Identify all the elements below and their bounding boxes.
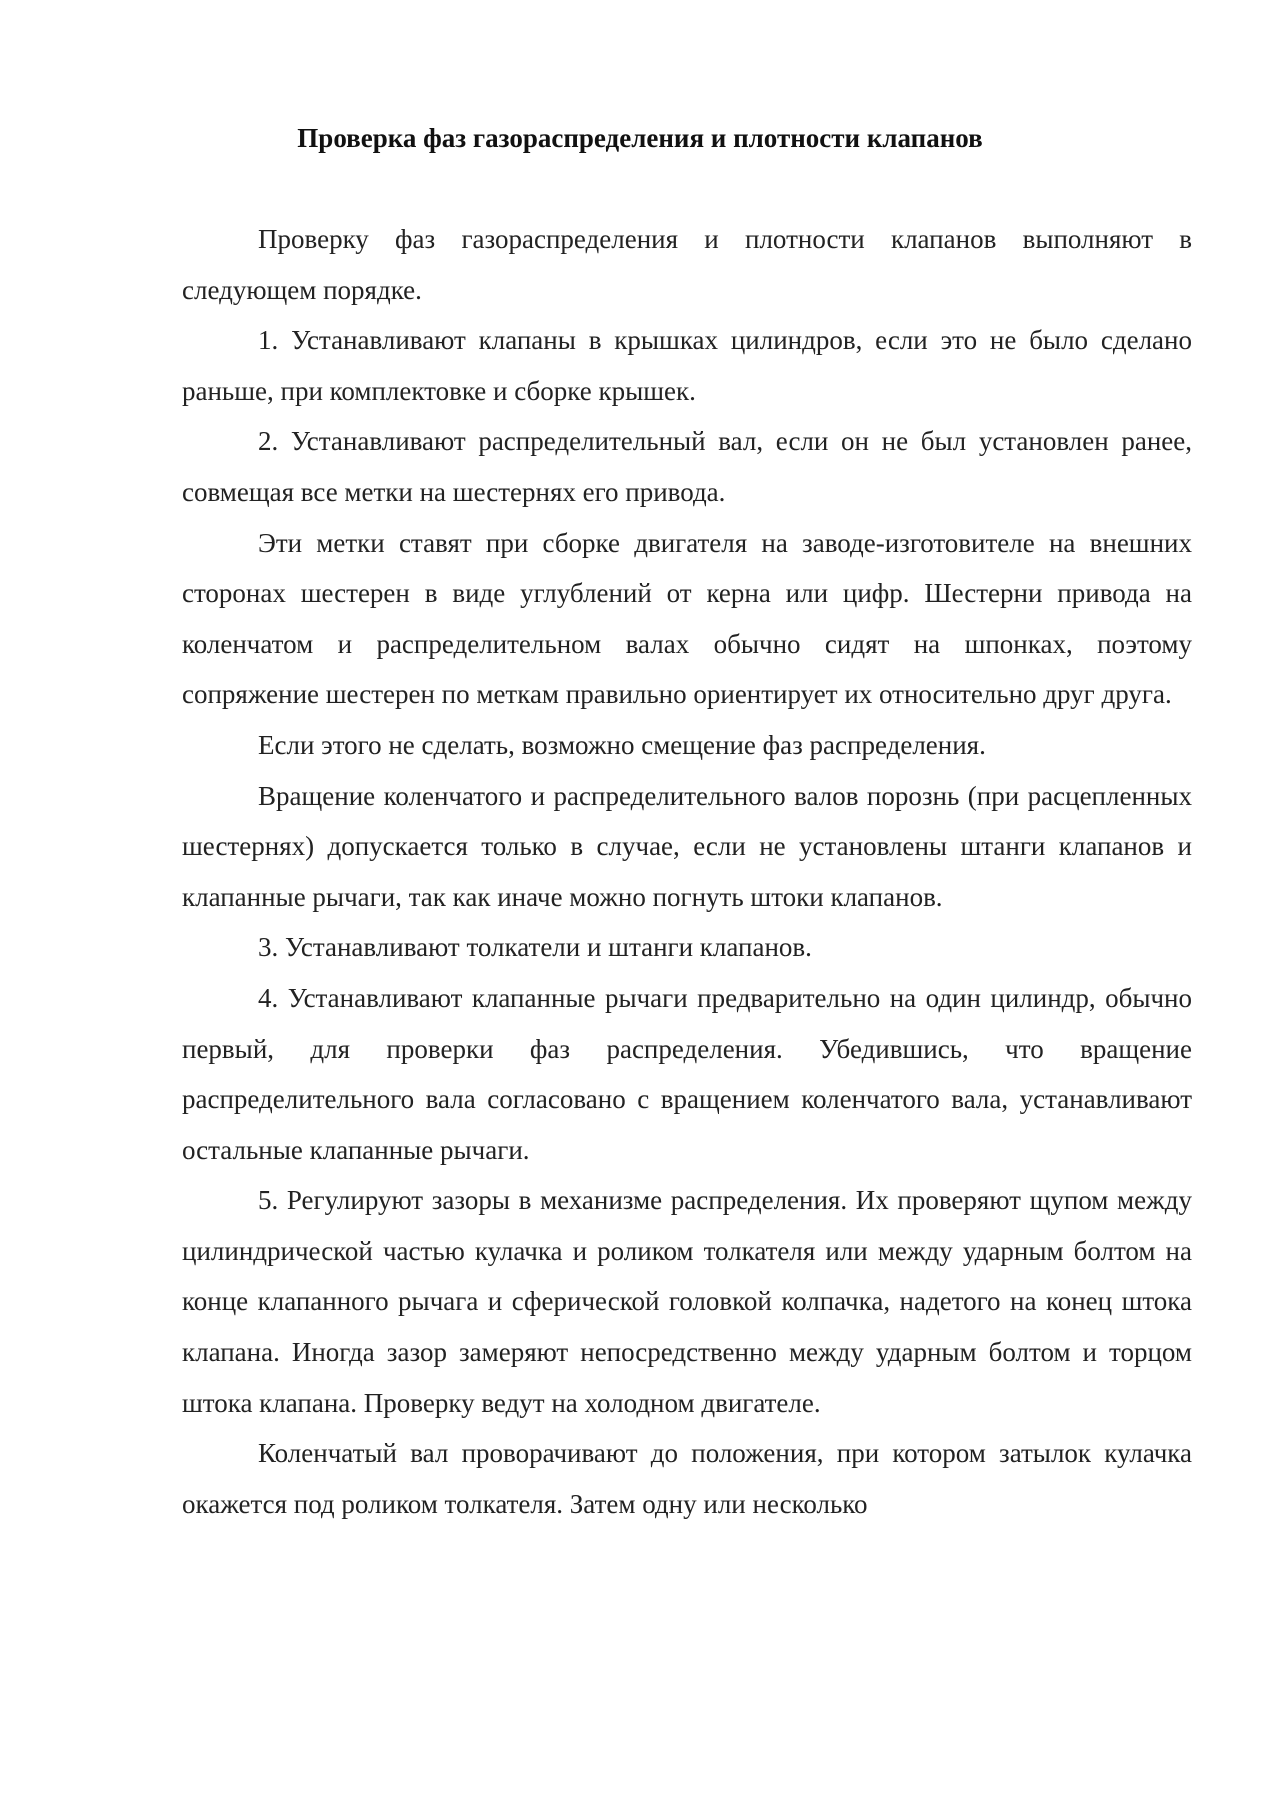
paragraph-step-5: 5. Регулируют зазоры в механизме распределения. Их проверяют щупом между цилиндрической частью кулачка и роликом толкателя или между ударным болтом на конце клапанного рычага и сферической головкой колпачка, надетого на конец штока клапана. Иногда зазор замеряют непосредственно между ударным болтом и торцом штока клапана. Проверку ведут на холодном двигателе.	[182, 1185, 1192, 1418]
paragraph-step-1: 1. Устанавливают клапаны в крышках цилиндров, если это не было сделано раньше, при комплектовке и сборке крышек.	[182, 325, 1192, 406]
document-title: Проверка фаз газораспределения и плотности клапанов	[297, 123, 983, 153]
paragraph-rotation: Вращение коленчатого и распределительного валов порознь (при расцепленных шестернях) допускается только в случае, если не установлены штанги клапанов и клапанные рычаги, так как иначе можно погнуть штоки клапанов.	[182, 780, 1192, 912]
document-body	[182, 214, 1192, 1529]
paragraph-step-4: 4. Устанавливают клапанные рычаги предварительно на один цилиндр, обычно первый, для проверки фаз распределения. Убедившись, что вращение распределительного вала согласовано с вращением коленчатого вала, устанавливают остальные клапанные рычаги.	[182, 982, 1192, 1165]
paragraph-phase-shift: Если этого не сделать, возможно смещение фаз распределения.	[258, 729, 986, 760]
paragraph-marks: Эти метки ставят при сборке двигателя на заводе-изготовителе на внешних сторонах шестерен в виде углублений от керна или цифр. Шестерни привода на коленчатом и распределительном валах обычно сидят на шпонках, поэтому сопряжение шестерен по меткам правильно ориентирует их относительно друг друга.	[182, 527, 1192, 710]
paragraph-step-3: 3. Устанавливают толкатели и штанги клапанов.	[258, 932, 812, 963]
paragraph-intro: Проверку фаз газораспределения и плотности клапанов выполняют в следующем порядке.	[182, 224, 1192, 305]
paragraph-step-2: 2. Устанавливают распределительный вал, если он не был установлен ранее, совмещая все метки на шестернях его привода.	[182, 426, 1192, 507]
paragraph-crankshaft: Коленчатый вал проворачивают до положения, при котором затылок кулачка окажется под роликом толкателя. Затем одну или несколько	[182, 1438, 1192, 1519]
